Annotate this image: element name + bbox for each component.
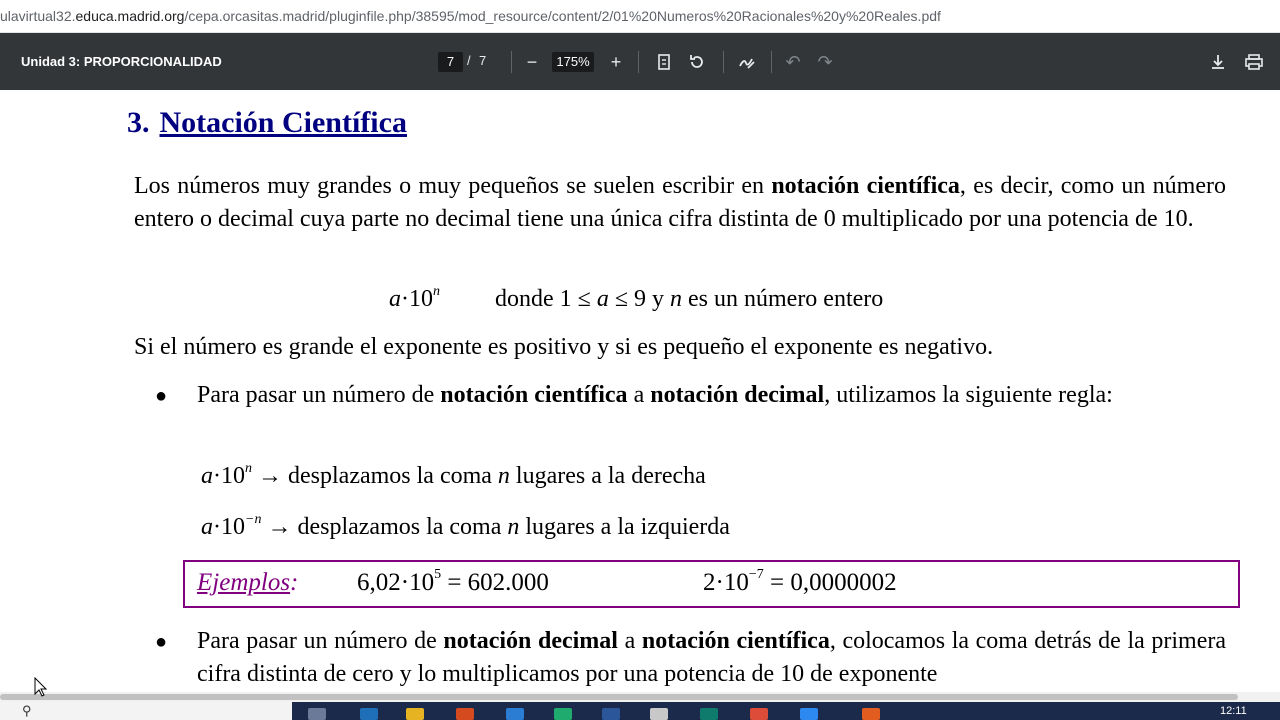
download-icon — [1210, 54, 1226, 70]
pdf-viewport[interactable] — [0, 90, 1280, 692]
undo-icon: ↶ — [785, 52, 801, 72]
bullet-1: Para pasar un número de notación científica a notación decimal, utilizamos la siguiente regla: — [197, 382, 1113, 408]
app-icon[interactable] — [456, 708, 474, 720]
minus-icon: − — [526, 52, 538, 72]
section-number: 3. — [127, 106, 150, 139]
toolbar-divider — [723, 51, 724, 73]
app-icon[interactable] — [700, 708, 718, 720]
rule-negative: $a\cdot 10^{-n}$ → desplazamos la coma n lugares a la izquierda — [201, 512, 730, 540]
taskbar — [0, 702, 1280, 720]
redo-button[interactable] — [813, 50, 837, 74]
word-icon[interactable] — [602, 708, 620, 720]
rotate-button[interactable] — [685, 50, 709, 74]
page-number-input[interactable]: 7 — [438, 52, 463, 72]
annotate-button[interactable] — [735, 50, 759, 74]
address-bar[interactable] — [0, 0, 1280, 33]
app-icon[interactable] — [650, 708, 668, 720]
chrome-icon[interactable] — [750, 708, 768, 720]
zoom-out-button[interactable] — [520, 50, 544, 74]
intro-paragraph: Los números muy grandes o muy pequeños se suelen escribir en notación científica, es decir, como un número entero o decimal cuya parte no decimal tiene una única cifra distinta de 0 multiplicado por una potencia de 10. — [134, 173, 1226, 232]
page-separator: / — [467, 53, 471, 68]
bullet-marker: ● — [155, 631, 168, 653]
document-title: Unidad 3: PROPORCIONALIDAD — [21, 54, 222, 69]
examples-box — [183, 560, 1240, 608]
download-button[interactable] — [1206, 50, 1230, 74]
annotate-icon — [738, 53, 756, 71]
app-icon[interactable] — [800, 708, 818, 720]
pdf-toolbar — [0, 33, 1280, 90]
taskbar-clock: 12:11 — [1220, 705, 1247, 717]
toolbar-divider — [638, 51, 639, 73]
url-host: educa.madrid.org — [75, 8, 185, 24]
fit-page-icon — [657, 54, 671, 70]
app-icon[interactable] — [862, 708, 880, 720]
app-icon[interactable] — [360, 708, 378, 720]
task-view-icon[interactable] — [308, 708, 326, 720]
toolbar-divider — [511, 51, 512, 73]
scrollbar-thumb[interactable] — [0, 694, 1238, 700]
undo-button[interactable] — [781, 50, 805, 74]
file-explorer-icon[interactable] — [406, 708, 424, 720]
toolbar-divider — [771, 51, 772, 73]
bullet-marker: ● — [155, 385, 168, 407]
example-2: $2\cdot 10^{-7} = 0,0000002$ — [703, 567, 897, 596]
rotate-icon — [688, 53, 706, 71]
horizontal-scrollbar[interactable] — [0, 692, 1280, 702]
url-path: /cepa.orcasitas.madrid/pluginfile.php/38595/mod_resource/content/2/01%20Numeros%20Racionales%20y%20Reales.pdf — [184, 8, 941, 24]
zoom-input[interactable]: 175% — [552, 52, 594, 72]
url-text[interactable]: ulavirtual32.educa.madrid.org/cepa.orcasitas.madrid/pluginfile.php/38595/mod_resource/content/2/01%20Numeros%20Racionales%20y%20Reales.pdf — [0, 8, 941, 24]
app-icon[interactable] — [506, 708, 524, 720]
print-icon — [1245, 54, 1263, 70]
bullet-2: Para pasar un número de notación decimal a notación científica, colocamos la coma detrás de la primera cifra distinta de cero y lo multiplicamos por una potencia de 10 de exponente — [197, 628, 1227, 687]
app-icon[interactable] — [554, 708, 572, 720]
section-title-text: Notación Científica — [159, 106, 407, 139]
search-icon: ⚲ — [22, 703, 32, 718]
rule-positive: $a\cdot 10^n$ → desplazamos la coma n lugares a la derecha — [201, 461, 706, 489]
zoom-in-button[interactable] — [604, 50, 628, 74]
section-title — [127, 106, 407, 140]
page-total: 7 — [479, 53, 487, 68]
formula-line: $a\cdot 10^n$ donde 1 ≤ a ≤ 9 y n es un número entero — [389, 284, 884, 312]
print-button[interactable] — [1242, 50, 1266, 74]
examples-label: Ejemplos: — [197, 569, 299, 596]
example-1: $6,02\cdot 10^5 = 602.000$ — [357, 567, 549, 596]
fit-page-button[interactable] — [652, 50, 676, 74]
mouse-cursor-icon — [34, 677, 48, 702]
taskbar-search[interactable] — [0, 702, 292, 720]
sign-paragraph: Si el número es grande el exponente es positivo y si es pequeño el exponente es negativo. — [134, 334, 994, 360]
plus-icon: + — [610, 52, 622, 72]
redo-icon: ↷ — [817, 52, 833, 72]
